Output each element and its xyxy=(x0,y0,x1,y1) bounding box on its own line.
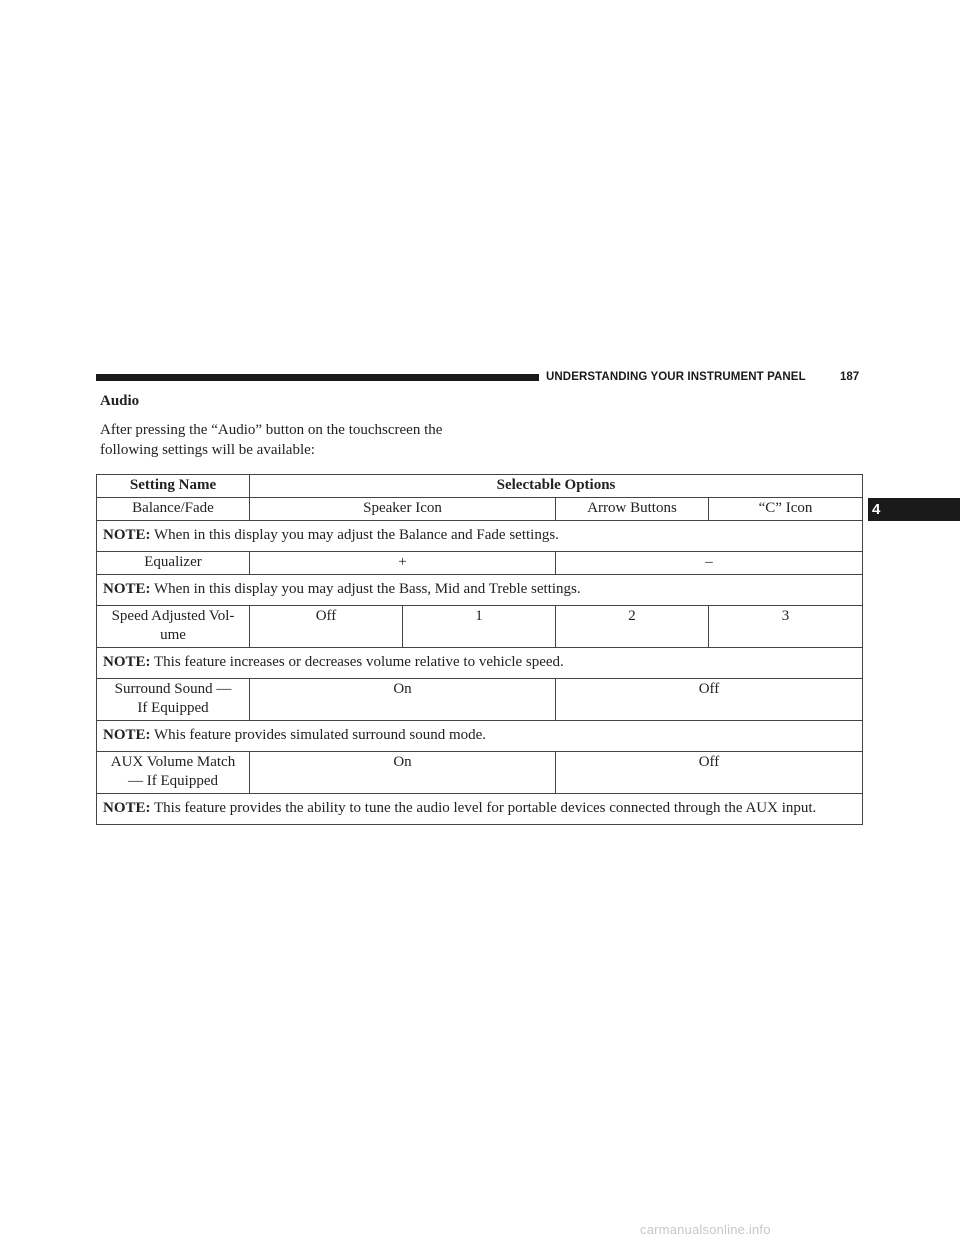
option-cell: Off xyxy=(250,606,403,648)
setting-name xyxy=(97,606,250,648)
note-row xyxy=(97,521,863,552)
option-cell: + xyxy=(250,552,556,575)
column-header-selectable-options: Selectable Options xyxy=(250,475,863,498)
option-cell: 1 xyxy=(403,606,556,648)
option-cell: “C” Icon xyxy=(709,498,863,521)
audio-settings-table xyxy=(96,474,863,825)
option-cell: Off xyxy=(556,752,863,794)
note-label: NOTE: xyxy=(103,727,151,743)
option-cell: – xyxy=(556,552,863,575)
setting-name-line: If Equipped xyxy=(137,700,209,716)
option-cell: 2 xyxy=(556,606,709,648)
table-row xyxy=(97,606,863,648)
setting-name: Equalizer xyxy=(97,552,250,575)
option-cell: Arrow Buttons xyxy=(556,498,709,521)
chapter-tab: 4 xyxy=(868,498,960,521)
note-text: This feature provides the ability to tune the audio level for portable devices connected through the AUX input. xyxy=(154,800,817,816)
option-cell: Speaker Icon xyxy=(250,498,556,521)
section-heading: Audio xyxy=(100,393,140,409)
setting-name xyxy=(97,752,250,794)
option-cell: On xyxy=(250,752,556,794)
note-cell xyxy=(97,521,863,552)
note-text: When in this display you may adjust the Bass, Mid and Treble settings. xyxy=(154,581,581,597)
column-header-setting-name: Setting Name xyxy=(97,475,250,498)
note-cell xyxy=(97,794,863,825)
header-rule xyxy=(96,374,539,381)
setting-name-line: Speed Adjusted Vol- xyxy=(111,608,235,624)
setting-name: Balance/Fade xyxy=(97,498,250,521)
note-row xyxy=(97,794,863,825)
option-cell: On xyxy=(250,679,556,721)
note-text: This feature increases or decreases volume relative to vehicle speed. xyxy=(154,654,564,670)
setting-name-line: AUX Volume Match xyxy=(110,754,236,770)
note-cell xyxy=(97,721,863,752)
setting-name-line: — If Equipped xyxy=(128,773,218,789)
setting-name xyxy=(97,679,250,721)
intro-paragraph: After pressing the “Audio” button on the touchscreen the following settings will be available: xyxy=(100,422,443,458)
setting-name-line: ume xyxy=(160,627,186,643)
watermark: carmanualsonline.info xyxy=(640,1222,771,1237)
table-row xyxy=(97,679,863,721)
page-number: 187 xyxy=(840,371,860,383)
option-cell: 3 xyxy=(709,606,863,648)
note-label: NOTE: xyxy=(103,800,151,816)
note-row xyxy=(97,648,863,679)
note-row xyxy=(97,575,863,606)
note-cell xyxy=(97,575,863,606)
note-text: Whis feature provides simulated surround sound mode. xyxy=(154,727,487,743)
note-cell xyxy=(97,648,863,679)
table-row xyxy=(97,752,863,794)
setting-name-line: Surround Sound — xyxy=(114,681,232,697)
table-row xyxy=(97,552,863,575)
note-label: NOTE: xyxy=(103,581,151,597)
table-header-row xyxy=(97,475,863,498)
running-title: UNDERSTANDING YOUR INSTRUMENT PANEL xyxy=(546,371,806,383)
table-row xyxy=(97,498,863,521)
option-cell: Off xyxy=(556,679,863,721)
note-text: When in this display you may adjust the Balance and Fade settings. xyxy=(154,527,559,543)
note-row xyxy=(97,721,863,752)
note-label: NOTE: xyxy=(103,654,151,670)
note-label: NOTE: xyxy=(103,527,151,543)
